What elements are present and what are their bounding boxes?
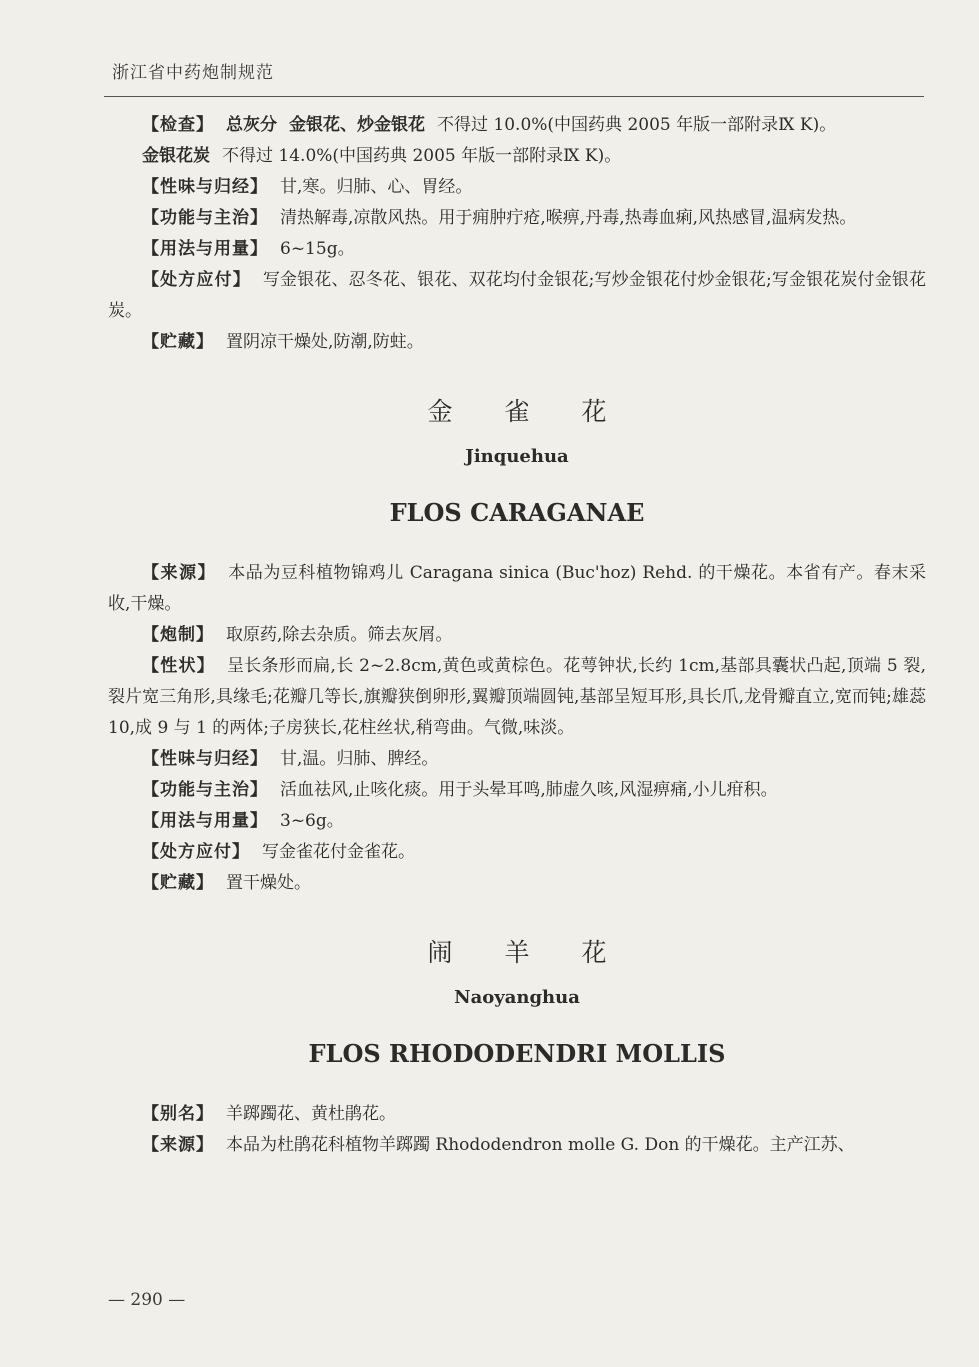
page-number: — 290 — (108, 1290, 186, 1310)
storage-tag-2: 【贮藏】 (142, 873, 214, 893)
nature-tag: 【性味与归经】 (142, 177, 268, 197)
entry-title-pinyin-2: Naoyanghua (454, 987, 580, 1008)
prescription-tag-2: 【处方应付】 (142, 842, 250, 862)
usage-paragraph-2 (108, 806, 926, 837)
nature-tag-2: 【性味与归经】 (142, 749, 268, 769)
nature-paragraph-2 (108, 744, 926, 775)
prescription-text-2: 写金雀花付金雀花。 (262, 842, 415, 862)
processing-tag: 【炮制】 (142, 625, 214, 645)
usage-text-2: 3~6g。 (280, 811, 344, 831)
prescription-text: 写金银花、忍冬花、银花、双花均付金银花;写炒金银花付炒金银花;写金银花炭付金银花炭。 (108, 270, 926, 321)
nature-text-2: 甘,温。归肺、脾经。 (280, 749, 439, 769)
function-text: 清热解毒,凉散风热。用于痈肿疔疮,喉痹,丹毒,热毒血痢,风热感冒,温病发热。 (280, 208, 857, 228)
entry-title-cn: 金雀花 (427, 397, 659, 426)
page-content (108, 110, 926, 1161)
entry-title-latin: FLOS CARAGANAE (389, 498, 645, 527)
storage-paragraph-2 (108, 868, 926, 899)
function-paragraph-2 (108, 775, 926, 806)
alias-text: 羊踯躅花、黄杜鹃花。 (226, 1104, 396, 1124)
entry-heading-naoyanghua (108, 933, 926, 1071)
character-paragraph (108, 651, 926, 744)
entry-title-latin-2: FLOS RHODODENDRI MOLLIS (308, 1039, 726, 1068)
usage-tag-2: 【用法与用量】 (142, 811, 268, 831)
charcoal-paragraph (108, 141, 926, 172)
usage-text: 6~15g。 (280, 239, 355, 259)
function-tag-2: 【功能与主治】 (142, 780, 268, 800)
usage-tag: 【用法与用量】 (142, 239, 268, 259)
alias-tag: 【别名】 (142, 1104, 214, 1124)
character-text: 呈长条形而扁,长 2~2.8cm,黄色或黄棕色。花萼钟状,长约 1cm,基部具囊状凸起,顶端 5 裂,裂片宽三角形,具缘毛;花瓣几等长,旗瓣狭倒卵形,翼瓣顶端圆钝,基部呈短耳形,具长爪,龙骨瓣直立,宽而钝;雄蕊 10,成 9 与 1 的两体;子房狭长,花柱丝状,稍弯曲。气微,味淡。 (108, 656, 927, 738)
storage-text-2: 置干燥处。 (226, 873, 311, 893)
source-tag-2: 【来源】 (142, 1135, 214, 1155)
source-paragraph (108, 558, 926, 620)
source-text-2: 本品为杜鹃花科植物羊踯躅 Rhododendron molle G. Don 的干燥花。主产江苏、 (226, 1135, 855, 1155)
ash-target: 金银花、炒金银花 (289, 115, 425, 135)
entry-heading-jinquehua (108, 392, 926, 530)
processing-paragraph (108, 620, 926, 651)
usage-paragraph (108, 234, 926, 265)
entry-title-pinyin: Jinquehua (465, 446, 569, 467)
entry-title-cn-2: 闹羊花 (427, 938, 659, 967)
prescription-paragraph-2 (108, 837, 926, 868)
header-rule (104, 96, 924, 97)
source-paragraph-2 (108, 1130, 926, 1161)
storage-text: 置阴凉干燥处,防潮,防蛀。 (226, 332, 424, 352)
source-tag: 【来源】 (142, 563, 217, 583)
processing-text: 取原药,除去杂质。筛去灰屑。 (226, 625, 453, 645)
function-paragraph (108, 203, 926, 234)
prescription-paragraph (108, 265, 926, 327)
charcoal-label: 金银花炭 (142, 146, 210, 166)
function-tag: 【功能与主治】 (142, 208, 268, 228)
nature-paragraph (108, 172, 926, 203)
function-text-2: 活血祛风,止咳化痰。用于头晕耳鸣,肺虚久咳,风湿痹痛,小儿疳积。 (280, 780, 778, 800)
check-paragraph (108, 110, 926, 141)
nature-text: 甘,寒。归肺、心、胃经。 (280, 177, 473, 197)
source-text: 本品为豆科植物锦鸡儿 Caragana sinica (Buc'hoz) Rehd. 的干燥花。本省有产。春末采收,干燥。 (108, 563, 926, 614)
ash-label: 总灰分 (226, 115, 277, 135)
storage-tag: 【贮藏】 (142, 332, 214, 352)
charcoal-text: 不得过 14.0%(中国药典 2005 年版一部附录Ⅸ K)。 (222, 146, 622, 166)
character-tag: 【性状】 (142, 656, 216, 676)
check-tag: 【检查】 (142, 115, 214, 135)
running-header: 浙江省中药炮制规范 (112, 63, 274, 83)
alias-paragraph (108, 1099, 926, 1130)
check-text: 不得过 10.0%(中国药典 2005 年版一部附录Ⅸ K)。 (437, 115, 837, 135)
storage-paragraph (108, 327, 926, 358)
prescription-tag: 【处方应付】 (142, 270, 251, 290)
